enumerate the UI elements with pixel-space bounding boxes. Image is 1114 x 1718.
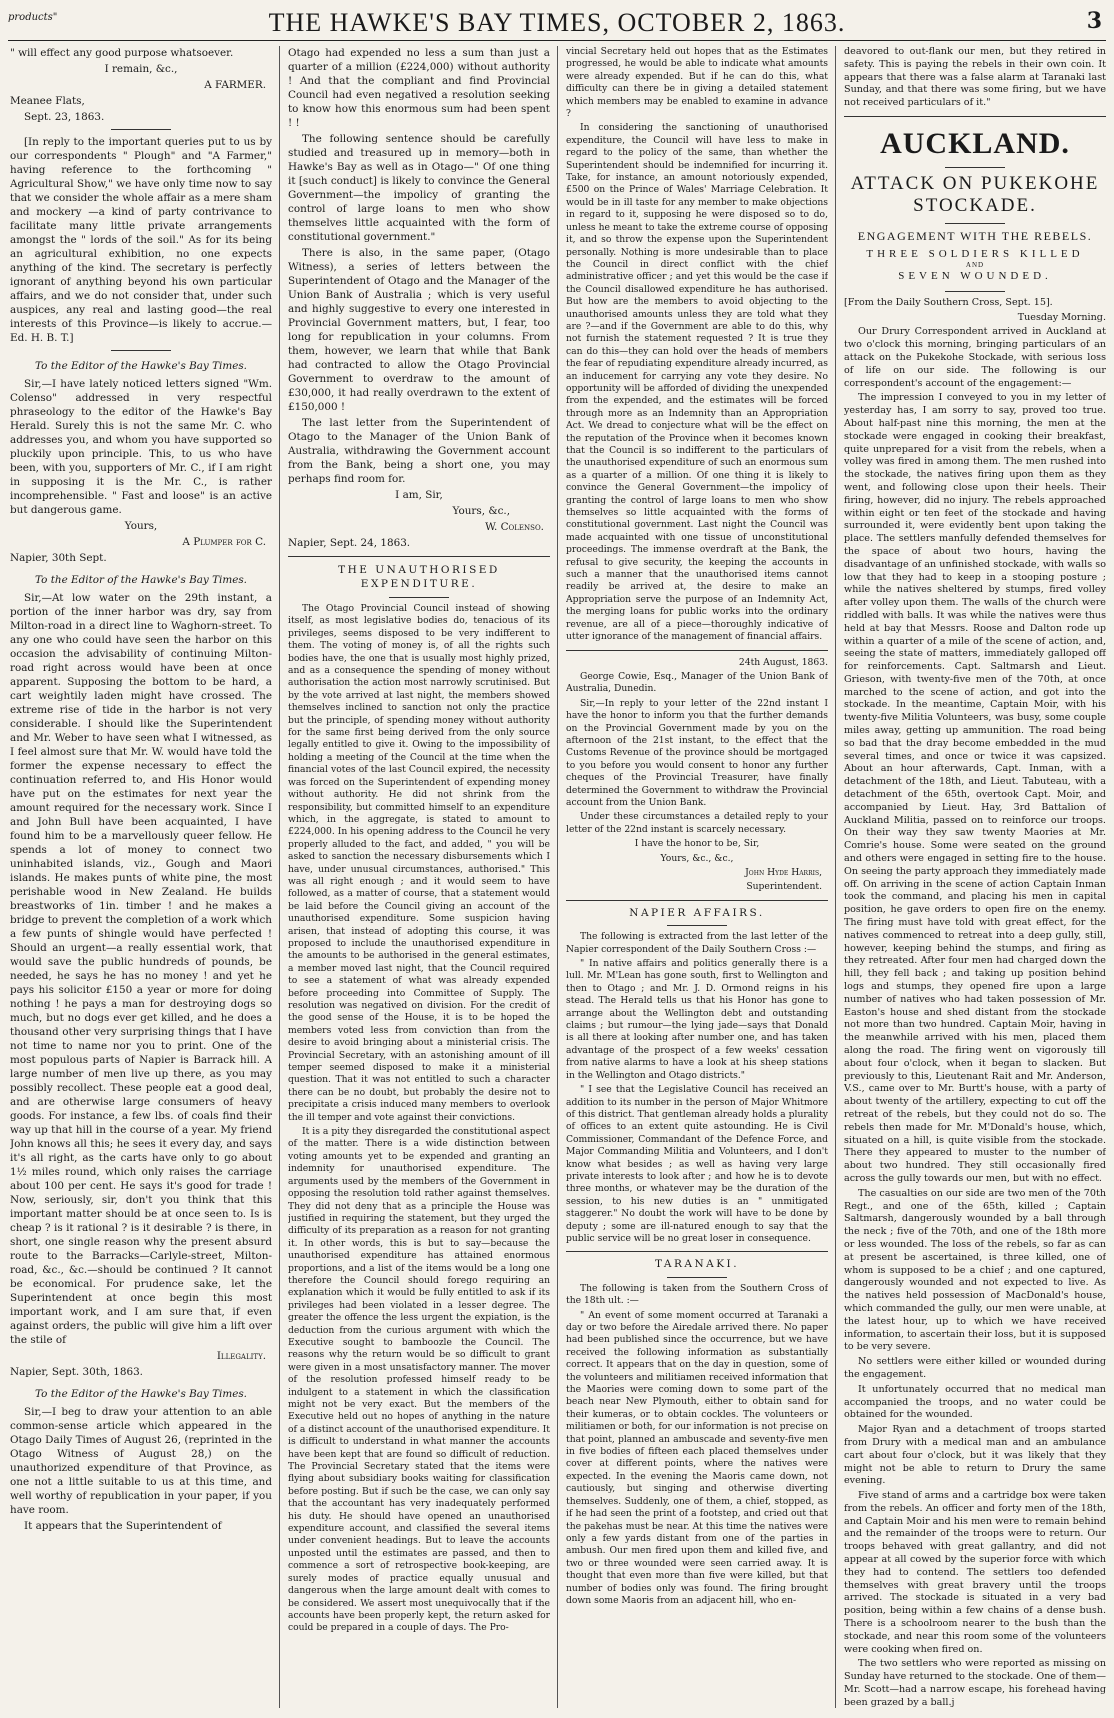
letter-place: Napier, Sept. 30th, 1863. [10,1366,143,1378]
letter-signature: A FARMER. [204,79,266,91]
letter-body: It appears that the Superintendent of [24,1520,222,1532]
divider [566,1251,828,1252]
letter-place: Napier, Sept. 24, 1863. [288,537,411,549]
divider [945,223,1005,224]
newspaper-title: THE HAWKE'S BAY TIMES, OCTOBER 2, 1863. [268,8,846,37]
letter-closing: I remain, &c., [104,63,178,75]
letter-heading: To the Editor of the Hawke's Bay Times. [35,574,247,586]
letter-continuation: " will effect any good purpose whatsoever. [10,47,234,59]
letter-signature-title: Superintendent. [746,881,822,893]
article-body: " In native affairs and politics generally there is a lull. Mr. M'Lean has gone south, first to Wellington and then to Otago ; and Mr. J. D. Ormond reigns in his stead. The Herald tells us that his Honor has gone to arrange about the Wellington debt and outstanding claims ; but rumour—the lying jade—says that Donald is all there at looking after number one, and has taken advantage of the prospect of a few weeks' cessation from native alarms to have a look at his sheep stations in the Wellington and Otago districts." [566,958,828,1081]
divider [667,925,727,926]
letter-closing: Yours, [124,520,158,532]
letter-closing: I am, Sir, [395,489,443,501]
and-word: AND [965,260,985,269]
letter-body: The following sentence should be carefully studied and treasured up in memory—both in Hawke's Bay as well as in Otago—" Of one thing it [such conduct] is likely to convince the General Government—the impolicy of granting the control of large loans to men who show themselves little acquainted with the form of constitutional government." [288,133,550,243]
masthead [8,6,1106,41]
letter-body: Sir,—I beg to draw your attention to an able common-sense article which appeared in the Otago Daily Times of August 26, (reprinted in the Otago Witness of August 28,) on the unauthorized expenditure of that Province, as one not a little suitable to us at this time, and well worthy of republication in your paper, if you have room. [10,1406,272,1516]
article-body: vincial Secretary held out hopes that as the Estimates progressed, he would be able to indicate what amounts were already expended. But if he can do this, what difficulty can there be in giving a detailed statement which members may be enabled to examine in advance ? [566,46,828,120]
article-body: It is a pity they disregarded the constitutional aspect of the matter. There is a wide distinction between voting amounts yet to be expended and granting an indemnity for unauthorised expenditure. The arguments used by the members of the Government in opposing the resolution told rather against themselves. They did not deny that as a principle the House was justified in requiring the statement, but they urged the difficulty of its preparation as a reason for not granting it. In other words, this is but to say—because the unauthorised expenditure has attained enormous proportions, and a list of the items would be a long one therefore the Council should forego requiring an explanation which it would be fully entitled to ask if its privileges had been violated in a lesser degree. The greater the offence the less urgent the expiation, is the deduction from the curious argument with which the Executive sought to bamboozle the Council. The reasons why the return would be so difficult to grant were given in a most unsatisfactory manner. The mover of the resolution professed himself ready to be indulgent to a statement in which the classification might not be very exact. But the members of the Executive held out no hopes of anything in the nature of a distinct account of the unauthorised expenditure. It is difficult to understand in what manner the accounts have been kept that are found so difficult of reduction. The Provincial Secretary stated that the items were flying about subsidiary books waiting for classification before posting. But if such be the case, we can only say that the accountant has very inadequately performed his duty. He should have opened an unauthorised expenditure account, and classified the several items under convenient headings. But to leave the accounts unposted until the estimates are passed, and then to commence a sort of retrospective book-keeping, are surely modes of practice equally unusual and dangerous when the large amount dealt with comes to be considered. We assert most unequivocally that if the accounts have been properly kept, the return asked for could be prepared in a couple of days. The Pro- [288,1126,550,1634]
article-body: deavored to out-flank our men, but they retired in safety. This is paying the rebels in their own coin. It appears that there was a false alarm at Taranaki last Sunday, and that there was some firing, but we have not received particulars of it." [844,46,1106,109]
column-1 [10,46,272,1710]
letter-body: Sir,—At low water on the 29th instant, a portion of the inner harbor was dry, say from Milton-road in a direct line to Waghorn-street. To any one who could have seen the harbor on this occasion the advisability of continuing Milton-road right across would have been at once apparent. Supposing the bottom to be hard, a cart weightily laden might have crossed. The extreme rise of tide in the harbor is not very considerable. I should like the Superintendent and Mr. Weber to have seen what I witnessed, as I feel almost sure that Mr. W. would have told the former the expense necessary to effect the continuation referred to, and His Honor would have put on the estimates for next year the amount required for the necessary work. Since I and John Bull have been acquainted, I have found him to be a marvellously queer fellow. He spends a lot of money to connect two uninhabited islands, viz., Gough and Maori islands. He makes punts of white pine, the most perishable wood in New Zealand. He builds breastworks of 1in. timber ! and he makes a bridge to prevent the completion of a work which a few punts of shingle would have perfected ! Should an urgent—a really essential work, that would save the public hundreds of pounds, be needed, he says he has no money ! and yet he pays his solicitor £150 a year or more for doing nothing ! he pays a man for destroying dogs so much, but no dogs ever get killed, and he does a thousand other very surprising things that I have not time to name nor you to print. One of the most populous parts of Napier is Barrack hill. A large number of men live up there, as you may possibly recollect. These people eat a good deal, and are otherwise large consumers of heavy goods. For instance, a few lbs. of coals find their way up that hill in the course of a year. My friend John knows all this; he sees it every day, and says it's all right, as the carts have only to go about 1½ miles round, which only raises the carriage about 100 per cent. He says it's good for trade ! Now, seriously, sir, don't you think that this important matter should be at once seen to. Is is cheap ? is it rational ? is it desirable ? is there, in short, one single reason why the present absurd route to the Barracks—Carlyle-street, Milton-road, &c., &c.—should be continued ? It cannot be economical. For prudence sake, let the Superintendent at once begin this most important work, and I am sure that, if even against orders, the public will give him a lift over the stile of [10,592,272,1346]
column-divider [557,46,558,1708]
article-body: The Otago Provincial Council instead of showing itself, as most legislative bodies do, tenacious of its privileges, seems disposed to be very indifferent to them. The voting of money is, of all the rights such bodies have, the one that is usually most highly prized, and as a consequence the spending of money without authorisation the action most narrowly scrutinised. But by the vote arrived at last night, the members showed themselves inclined to sanction not only the practice but the principle, of spending money without authority for the same first being derived from the only source legally entitled to give it. Owing to the impossibility of holding a meeting of the Council at the time when the financial votes of the last Council expired, the necessity was forced on the Superintendent of expending money without authority. He did not shrink from the responsibility, but committed himself to an expenditure which, in the aggregate, is stated to amount to £224,000. In his opening address to the Council he very properly alluded to the fact, and added, " you will be asked to sanction the necessary disbursements which I have, under unusual circumstances, authorised." This was all right enough ; and it would seem to have followed, as a matter of course, that a statement would be laid before the Council giving an account of the unauthorised expenditure. Some suspicion having arisen, that instead of adopting this course, it was proposed to include the unauthorised expenditure in the amounts to be authorised in the general estimates, a member moved last night, that the Council required to see a statement of what was already expended before proceeding into Committee of Supply. The resolution was negatived on division. For the credit of the good sense of the House, it is to be hoped the members voted less from conviction than from the desire to avoid bringing about a ministerial crisis. The Provincial Secretary, with an astonishing amount of ill temper seemed disposed to make it a ministerial question. That it was not entitled to such a character there can be no doubt, but probably the desire not to precipitate a crisis induced many members to overlook the ill temper and vote against their convictions. [288,603,550,1123]
divider [667,1277,727,1278]
article-body: No settlers were either killed or wounded during the engagement. [844,1356,1106,1380]
article-body: It unfortunately occurred that no medical man accompanied the troops, and no water could be obtained for the wounded. [844,1383,1106,1421]
article-body: The casualties on our side are two men of the 70th Regt., and one of the 65th, killed ; Captain Saltmarsh, dangerously wounded by a ball through the neck ; five of the 70th, and one of the 18th more or less wounded. The loss of the rebels, so far as can at present be ascertained, is three killed, one of whom is supposed to be a chief ; and one captured, dangerously wounded and not expected to live. As the natives held possession of MacDonald's house, which commanded the gully, our men were unable, at the latest hour, up to which we have received information, to ascertain their loss, but it is supposed to be very severe. [844,1187,1106,1353]
divider [111,350,171,351]
article-body: The impression I conveyed to you in my letter of yesterday has, I am sorry to say, proved too true. About half-past nine this morning, the men at the stockade were engaged in cooking their breakfast, quite unprepared for a visit from the rebels, when a volley was fired in among them. The men rushed into the stockade, the natives firing upon them as they went, and following close upon their heels. Their firing, however, did no injury. The rebels approached within eight or ten feet of the stockade and having surrounded it, were evidently bent upon taking the place. The settlers manfully defended themselves for the space of about two hours, having the disadvantage of an unfinished stockade, with walls so low that they had to keep in a stooping posture ; while the natives sheltered by stumps, fired volley after volley upon them. The walls of the church were riddled with balls. It was while the natives were thus held at bay that Messrs. Roose and Dalton rode up within a quarter of a mile of the scene of action, and, seeing the state of matters, immediately galloped off for reinforcements. Capt. Saltmarsh and Lieut. Grieson, with twenty-five men of the 70th, at once marched to the scene of action, and got into the stockade. In the meantime, Captain Moir, with his twenty-five Militia Volunteers, was busy, some couple miles away, getting up ammunition. The road being so bad that the dray become embedded in the mud several times, and once or twice it was capsized. About an hour afterwards, Capt. Inman, with a detachment of the 18th, and Lieut. Tabuteau, with a detachment of the 65th, overtook Capt. Moir, and accompanied by Lieut. Hay, 3rd Battalion of Auckland Militia, passed on to reinforce our troops. On their way they saw twenty Maories at Mr. Comrie's house. Some were seated on the ground and others were engaged in setting fire to the house. On seeing the party approach they immediately made off. On arriving in the scene of action Captain Inman took the command, and placing his men in capital position, he gave orders to open fire on the enemy. The firing must have told with great effect, for the natives commenced to retreat into a deep gully, still, however, keeping behind the stumps, and firing as they retreated. After four men had charged down the hill, they fell back ; and taking up position behind logs and stumps, they opened fire upon a large number of natives who had taken possession of Mr. Easton's house and shed distant from the stockade not more than two hundred. Captain Moir, having in the meanwhile arrived with his men, placed them along the road. The firing went on vigorously till about four o'clock, when it began to slacken. But previously to this, Lieutenant Rait and Mr. Anderson, V.S., came over to Mr. Burtt's house, with a party of about twenty of the artillery, expecting to cut off the retreat of the rebels, but they could not do so. The rebels then made for Mr. M'Donald's house, which, situated on a hill, is quite visible from the stockade. There they appeared to muster to the number of about two hundred. They still occasionally fired across the gully towards our men, but with no effect. [844,392,1106,1184]
article-heading: TARANAKI. [654,1258,740,1271]
column-divider [835,46,836,1708]
article-body: " An event of some moment occurred at Taranaki a day or two before the Airedale arrived there. No paper had been published since the occurrence, but we have received the following information as substantially correct. It appears that on the day in question, some of the volunteers and militiamen received information that the Maories were coming down to some part of the beach near New Plymouth, either to obtain sand for their kumeras, or to obtain cockles. The volunteers or militiamen or both, for our information is not precise on that point, planned an ambuscade and seventy-five men in five bodies of fifteen each placed themselves under cover at different points, where the natives were expected. In the evening the Maoris came down, not cautiously, but singing and otherwise diverting themselves. Suddenly, one of them, a chief, stopped, as if he had seen the print of a footstep, and cried out that the pakehas must be near. At this time the natives were only a few yards distant from one of the parties in ambush. Our men fired upon them and killed five, and two or three wounded were seen carried away. It is thought that even more than five were killed, but that number of bodies only was found. The firing brought down some Maoris from an adjacent hill, who en- [566,1309,828,1606]
divider [844,116,1106,117]
article-body: Our Drury Correspondent arrived in Auckland at two o'clock this morning, bringing particulars of an attack on the Pukekohe Stockade, with serious loss of life on our side. The following is our correspondent's account of the engagement:— [844,326,1106,389]
article-subheadline: ENGAGEMENT WITH THE REBELS. [857,228,1093,243]
column-4 [844,46,1106,1710]
divider [566,900,828,901]
article-heading: THE UNAUTHORISED EXPENDITURE. [338,564,500,590]
column-3 [566,46,828,1710]
article-body: In considering the sanctioning of unauthorised expenditure, the Council will have less to make in regard to the policy of the same, than whether the Superintendent should be indemnified for incurring it. Take, for instance, an amount notoriously expended, £500 on the Prince of Wales' Marriage Celebration. It would be in ill taste for any member to make objections in regard to it, supposing he were disposed so to do, unless he meant to take the extreme course of opposing it, and so throw the expense upon the Superintendent personally. Nothing is more undesirable than to place the Council in direct conflict with the chief administrative officer ; and yet this would be the case if the Council disallowed expenditure he has authorised. But how are the members to avoid objecting to the unauthorised amounts unless they are told what they are ?—and if the Government are able to do this, why not furnish the statement requested ? It is true they can do this—they can hold over the heads of members the fear of repudiating expenditure already incurred, as an inducement for carrying any vote they desire. No opportunity will be afforded of dividing the unexpended from the expended, and the estimates will be forced through more as an Indemnity than an Appropriation Act. We dread to conjecture what will be the effect on the reputation of the Province when it becomes known that the Council is so indifferent to the particulars of the unauthorised expenditure of such an enormous sum as a quarter of a million. Of one thing it is likely to convince the General Government—the impolicy of granting the control of large loans to men who show themselves so little acquainted with the forms of constitutional government. Last night the Council was made acquainted with one tissue of unconstitutional proceedings. The immense overdraft at the Bank, the refusal to give security, the keeping the accounts in such a manner that the unauthorised items cannot readily be arrived at, the desire to make an Appropriation serve the purpose of an Indemnity Act, the merging loans for public works into the ordinary revenue, are all of a piece—thoroughly indicative of utter ignorance of the management of financial affairs. [566,122,828,643]
letter-address: George Cowie, Esq., Manager of the Union Bank of Australia, Dunedin. [566,670,828,695]
column-2 [288,46,550,1710]
letter-place: Napier, 30th Sept. [10,552,107,564]
article-heading: NAPIER AFFAIRS. [629,906,765,919]
article-body: The two settlers who were reported as missing on Sunday have returned to the stockade. One of them—Mr. Scott—had a narrow escape, his forehead having been grazed by a ball.j [844,1658,1106,1708]
letter-date: Sept. 23, 1863. [24,111,105,123]
article-body: " I see that the Legislative Council has received an addition to its number in the person of Major Whitmore of this district. That gentleman already holds a plurality of offices to an extent quite astounding. He is Civil Commissioner, Commandant of the Defence Force, and Major Commanding Militia and Volunteers, and I don't know what besides ; as well as having very large private interests to look after ; and how he is to devote three months, or whatever may be the duration of the session, to his new duties is an " unmitigated staggerer." No doubt the work will have to be done by deputy ; some are ill-natured enough to say that the public service will be no great loser in consequence. [566,1084,828,1244]
divider [111,129,171,130]
divider [566,650,828,651]
letter-date: 24th August, 1863. [738,656,828,668]
article-body: Five stand of arms and a cartridge box were taken from the rebels. An officer and forty men of the 18th, and Captain Moir and his men were to remain behind and the remainder of the troops were to return. Our troops behaved with great gallantry, and did not appear at all cowed by the superior force with which they had to contend. The settlers too defended themselves with great bravery until the troops arrived. The stockade is situated in a very bad position, being within a few chains of a dense bush. There is a schoolroom nearer to the bush than the stockade, and near this room some of the volunteers were cooking when fired on. [844,1490,1106,1655]
wounded-line: SEVEN WOUNDED. [898,269,1052,282]
article-dateline: Tuesday Morning. [1017,311,1106,323]
letter-closing: Yours, &c., [452,505,510,517]
divider [288,556,550,557]
letter-signature: Illegality. [216,1350,266,1362]
divider [945,167,1005,168]
letter-body: Under these circumstances a detailed reply to your letter of the 22nd instant is scarcely necessary. [566,811,828,835]
letter-signature: W. Colenso. [485,521,544,533]
article-source: [From the Daily Southern Cross, Sept. 15]. [844,296,1053,308]
letter-heading: To the Editor of the Hawke's Bay Times. [35,1388,247,1400]
letter-body: Sir,—I have lately noticed letters signed "Wm. Colenso" addressed in very respectful phraseology to the editor of the Hawke's Bay Herald. Surely this is not the same Mr. C. who addresses you, and whom you have supported so pluckily upon principle. This, to us who have been, with you, supporters of Mr. C., if I am right in supposing it is the Mr. C., is rather incomprehensible. " Fast and loose" is an active but dangerous game. [10,378,272,516]
letter-heading: To the Editor of the Hawke's Bay Times. [35,360,247,372]
article-intro: The following is taken from the Southern Cross of the 18th ult. :— [566,1282,828,1307]
article-subheadline [844,247,1106,283]
column-divider [279,46,280,1708]
letter-closing: Yours, &c., &c., [660,852,734,864]
letter-body: There is also, in the same paper, (Otago Witness), a series of letters between the Superintendent of Otago and the Manager of the Union Bank of Australia ; which is very useful and highly suggestive to every one interested in Provincial Government matters, but, I fear, too long for republication in your columns. From them, however, we learn that while that Bank had contracted to allow the Otago Provincial Government to overdraw to the amount of £30,000, it had really overdrawn to the extent of £150,000 ! [288,247,550,413]
killed-line: THREE SOLDIERS KILLED [866,247,1084,260]
letter-signature: A Plumper for C. [182,536,266,548]
editor-note: [In reply to the important queries put to us by our correspondents " Plough" and "A Farmer," having reference to the forthcoming " Agricultural Show," we have only time now to say that we consider the whole affair as a mere sham and mockery —a kind of party contrivance to facilitate many little private arrangements amongst the " lords of the soil." As for its being an agricultural exhibition, no one expects anything of the kind. The secretary is perfectly ignorant of anything beyond his own particular affairs, and we do not consider that, under such auspices, any real and lasting good—the real interests of this Province—is likely to accrue.— Ed. H. B. T.] [10,136,272,344]
divider [945,291,1005,292]
letter-body: Otago had expended no less a sum than just a quarter of a million (£224,000) without authority ! And that the compliant and find Provincial Council had even negatived a resolution seeking to know how this enormous sum had been spent ! ! [288,47,550,129]
letter-body: The last letter from the Superintendent of Otago to the Manager of the Union Bank of Australia, withdrawing the Government account from the Bank, being a short one, you may perhaps find room for. [288,417,550,485]
section-heading: AUCKLAND. [880,126,1070,160]
letter-closing: I have the honor to be, Sir, [634,838,760,850]
page-number: 3 [1086,8,1102,34]
article-intro: The following is extracted from the last letter of the Napier correspondent of the Daily Southern Cross :— [566,931,828,955]
letter-body: Sir,—In reply to your letter of the 22nd instant I have the honor to inform you that the further demands on the Provincial Government made by you on the afternoon of the 21st instant, to the effect that the Customs Revenue of the province should be mortgaged to you before you would consent to honor any further cheques of the Provincial Treasurer, have finally determined the Government to withdraw the Provincial account from the Union Bank. [566,697,828,808]
article-headline: ATTACK ON PUKEKOHE STOCKADE. [850,172,1100,216]
continued-fragment: products" [8,12,58,23]
letter-place: Meanee Flats, [10,95,85,107]
divider [389,597,449,598]
letter-signature: John Hyde Harris, [745,867,822,878]
article-body: Major Ryan and a detachment of troops started from Drury with a medical man and an ambulance cart about four o'clock, but it was likely that they might not be able to return to Drury the same evening. [844,1424,1106,1487]
